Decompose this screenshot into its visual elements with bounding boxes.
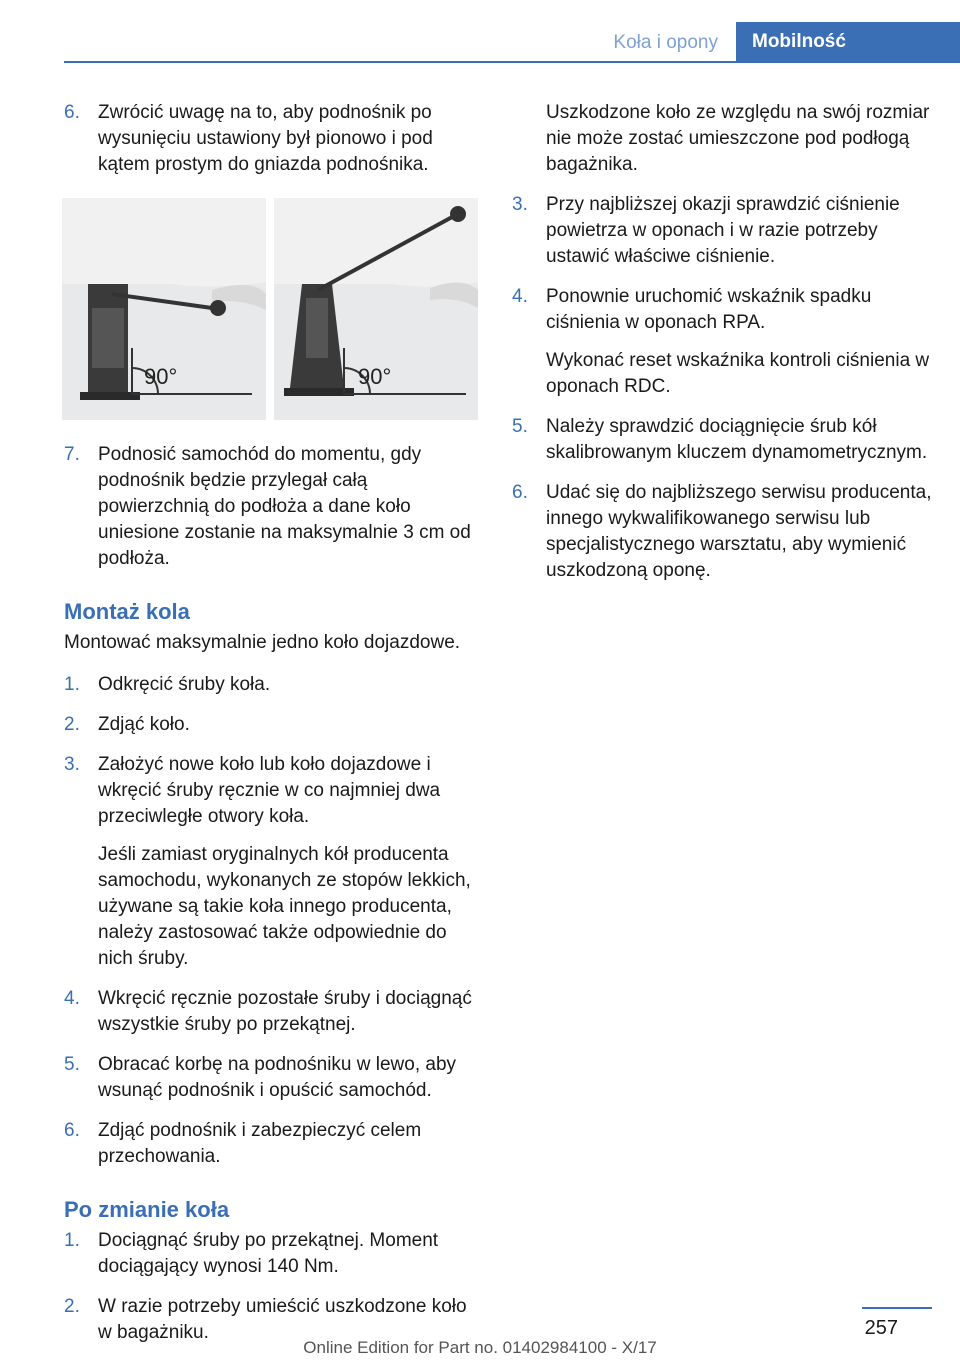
chapter-tab[interactable]: Mobilność — [736, 22, 960, 62]
step-text: Zwrócić uwagę na to, aby podnośnik po wysunięciu ustawiony był pionowo i pod kątem prostym do gniazda podnośnika. — [98, 102, 433, 175]
list-item — [64, 1118, 480, 1170]
step-text: Udać się do najbliższego serwisu producenta, innego wykwalifikowanego serwisu lub specjalistycznego warsztatu, aby wymienić uszkodzoną oponę. — [546, 482, 932, 581]
step-text: Obracać korbę na podnośniku w lewo, aby wsunąć podnośnik i opuścić samochód. — [98, 1054, 457, 1101]
step-number: 3. — [64, 754, 80, 775]
header-rule — [64, 61, 960, 63]
angle-label-right: 90° — [358, 364, 392, 389]
step-number: 1. — [64, 1230, 80, 1251]
step-text: Zdjąć koło. — [98, 714, 190, 735]
left-column — [64, 100, 480, 1360]
step-text: Wkręcić ręcznie pozostałe śruby i dociągnąć wszystkie śruby po przekątnej. — [98, 988, 472, 1035]
list-item — [64, 752, 480, 972]
step-text: Ponownie uruchomić wskaźnik spadku ciśnienia w oponach RPA. — [546, 286, 872, 333]
step-number: 6. — [64, 1120, 80, 1141]
list-item — [64, 100, 480, 178]
step-number: 6. — [64, 102, 80, 123]
mount-intro: Montować maksymalnie jedno koło dojazdowe. — [64, 632, 461, 653]
right-column — [512, 100, 932, 598]
section-tab[interactable]: Koła i opony — [613, 32, 718, 53]
step-text: Należy sprawdzić dociągnięcie śrub kół skalibrowanym kluczem dynamometrycznym. — [546, 416, 928, 463]
step-number: 4. — [512, 286, 528, 307]
list-item — [512, 192, 932, 270]
step-number: 5. — [64, 1054, 80, 1075]
step-number: 6. — [512, 482, 528, 503]
step-number: 2. — [64, 714, 80, 735]
page-number: 257 — [864, 1317, 898, 1339]
page-header — [0, 0, 960, 64]
list-item — [512, 284, 932, 400]
list-item — [64, 712, 480, 738]
step-text: Przy najbliższej okazji sprawdzić ciśnienie powietrza w oponach i w razie potrzeby ustawić właściwe ciśnienie. — [546, 194, 900, 267]
list-item — [64, 442, 480, 572]
jack-illustration — [62, 198, 478, 420]
step-text: W razie potrzeby umieścić uszkodzone koło w bagażniku. — [98, 1296, 467, 1343]
list-item — [64, 672, 480, 698]
list-item — [64, 1052, 480, 1104]
step-number: 1. — [64, 674, 80, 695]
continuation-text: Uszkodzone koło ze względu na swój rozmiar nie może zostać umieszczone pod podłogą bagażnika. — [546, 102, 930, 175]
step-note: Jeśli zamiast oryginalnych kół producenta samochodu, wykonanych ze stopów lekkich, używane są takie koła innego producenta, należy zastosować także odpowiednie do nich śruby. — [98, 844, 471, 969]
step-text: Dociągnąć śruby po przekątnej. Moment dociągający wynosi 140 Nm. — [98, 1230, 439, 1277]
step-text: Założyć nowe koło lub koło dojazdowe i wkręcić śruby ręcznie w co najmniej dwa przeciwległe otwory koła. — [98, 754, 441, 827]
step-note: Wykonać reset wskaźnika kontroli ciśnienia w oponach RDC. — [546, 350, 930, 397]
list-item — [64, 986, 480, 1038]
section-heading-mount: Montaż kola — [64, 599, 190, 624]
step-number: 5. — [512, 416, 528, 437]
list-item — [512, 414, 932, 466]
step-number: 4. — [64, 988, 80, 1009]
step-text: Podnosić samochód do momentu, gdy podnośnik będzie przylegał całą powierzchnią do podłoża a dane koło uniesione zostanie na maksymalnie 3 cm od podłoża. — [98, 444, 471, 569]
edition-footer: Online Edition for Part no. 01402984100 - X/17 — [303, 1338, 657, 1357]
angle-label-left: 90° — [144, 364, 178, 389]
list-item — [512, 480, 932, 584]
step-number: 7. — [64, 444, 80, 465]
footer-rule — [862, 1307, 932, 1309]
section-heading-after: Po zmianie koła — [64, 1197, 230, 1222]
step-number: 2. — [64, 1296, 80, 1317]
step-text: Zdjąć podnośnik i zabezpieczyć celem przechowania. — [98, 1120, 422, 1167]
step-text: Odkręcić śruby koła. — [98, 674, 271, 695]
step-number: 3. — [512, 194, 528, 215]
list-item — [64, 1228, 480, 1280]
